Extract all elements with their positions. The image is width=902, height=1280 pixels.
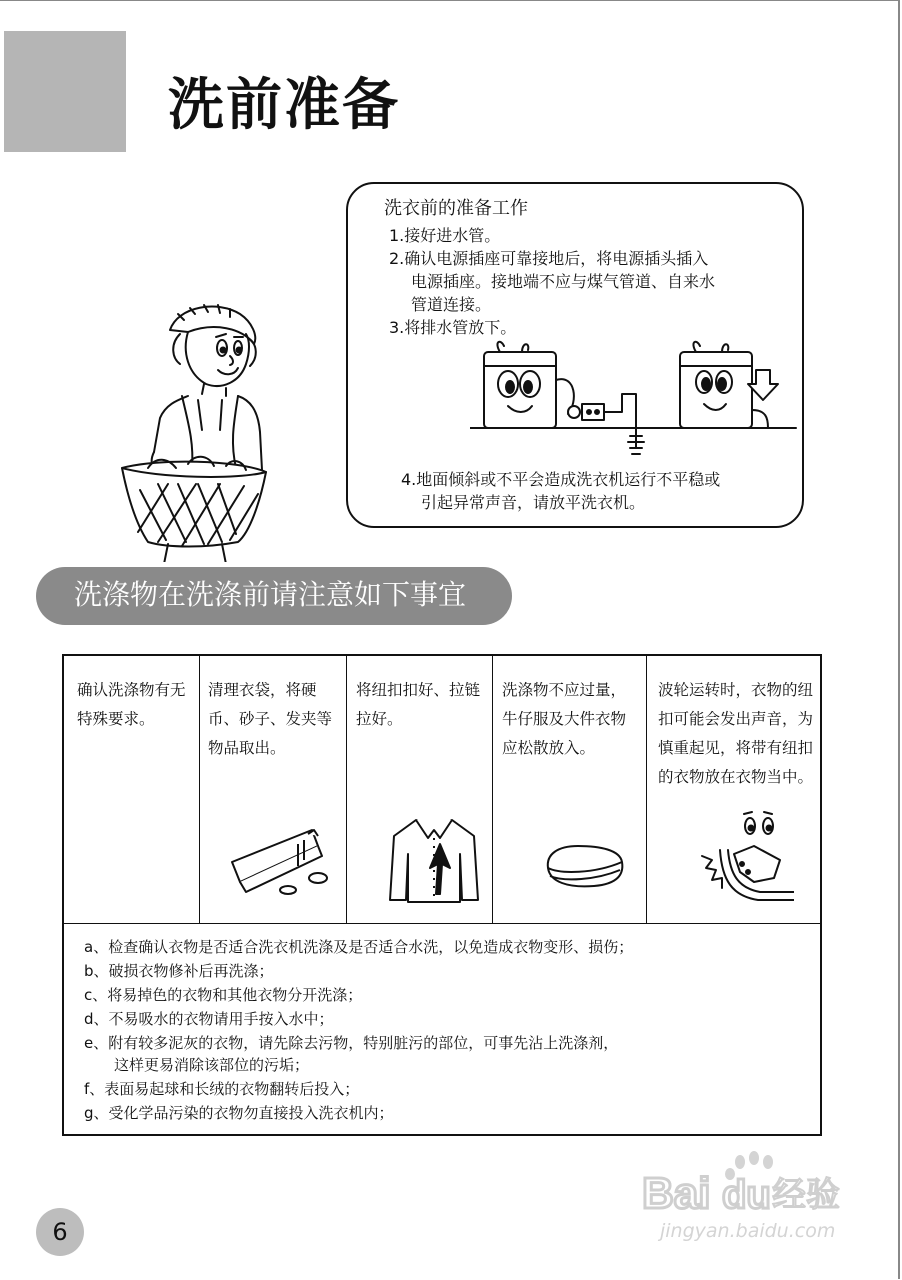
note-item: c、将易掉色的衣物和其他衣物分开洗涤；	[84, 986, 363, 1004]
woman-with-basket-illustration	[118, 292, 268, 562]
prep-heading: 洗衣前的准备工作	[384, 198, 528, 219]
prep-item: 4.地面倾斜或不平会造成洗衣机运行不平稳或	[401, 470, 721, 489]
table-divider	[64, 923, 820, 924]
table-cell-text: 波轮运转时，衣物的纽扣可能会发出声音，为慎重起见，将带有纽扣的衣物放在衣物当中。	[658, 681, 814, 786]
prep-item: 1.接好进水管。	[389, 226, 501, 245]
table-cell-text: 清理衣袋，将硬币、砂子、发夹等物品取出。	[208, 681, 333, 757]
prep-item: 2.确认电源插座可靠接地后，将电源插头插入	[389, 249, 709, 268]
note-item: d、不易吸水的衣物请用手按入水中；	[84, 1010, 334, 1028]
header-gray-block	[4, 31, 126, 152]
button-noise-icon	[698, 810, 794, 906]
shirt-icon	[386, 814, 482, 906]
note-item: g、受化学品污染的衣物勿直接投入洗衣机内；	[84, 1104, 394, 1122]
washing-machines-illustration	[470, 340, 800, 465]
folded-clothes-icon	[538, 838, 630, 892]
note-item: a、检查确认衣物是否适合洗衣机洗涤及是否适合水洗，以免造成衣物变形、损伤；	[84, 938, 634, 956]
table-column-divider	[492, 656, 493, 923]
watermark-url: jingyan.baidu.com	[660, 1220, 836, 1242]
note-item: f、表面易起球和长绒的衣物翻转后投入；	[84, 1080, 360, 1098]
note-item: b、破损衣物修补后再洗涤；	[84, 962, 274, 980]
table-cell-text: 将纽扣扣好、拉链拉好。	[356, 681, 481, 728]
prep-item: 管道连接。	[411, 295, 492, 314]
note-item: e、附有较多泥灰的衣物，请先除去污物，特别脏污的部位，可事先沾上洗涤剂，	[84, 1034, 619, 1052]
table-column-divider	[346, 656, 347, 923]
watermark-brand-c: 经验	[772, 1175, 840, 1215]
page-number: 6	[52, 1218, 68, 1246]
notice-banner-text: 洗涤物在洗涤前请注意如下事宜	[74, 578, 467, 611]
prep-item: 电源插座。接地端不应与煤气管道、自来水	[411, 272, 716, 291]
table-cell-text: 确认洗涤物有无特殊要求。	[77, 681, 186, 728]
table-column-divider	[646, 656, 647, 923]
page-title: 洗前准备	[168, 73, 400, 138]
baidu-jingyan-watermark	[642, 1150, 852, 1220]
table-cell-text: 洗涤物不应过量，牛仔服及大件衣物应松散放入。	[502, 681, 627, 757]
pocket-coins-icon	[226, 826, 336, 898]
prep-item: 3.将排水管放下。	[389, 318, 517, 337]
note-item: 这样更易消除该部位的污垢；	[114, 1056, 310, 1074]
prep-item: 引起异常声音，请放平洗衣机。	[421, 493, 646, 512]
table-column-divider	[199, 656, 200, 923]
watermark-brand-a: Bai	[642, 1169, 711, 1218]
watermark-brand-b: du	[722, 1173, 771, 1217]
